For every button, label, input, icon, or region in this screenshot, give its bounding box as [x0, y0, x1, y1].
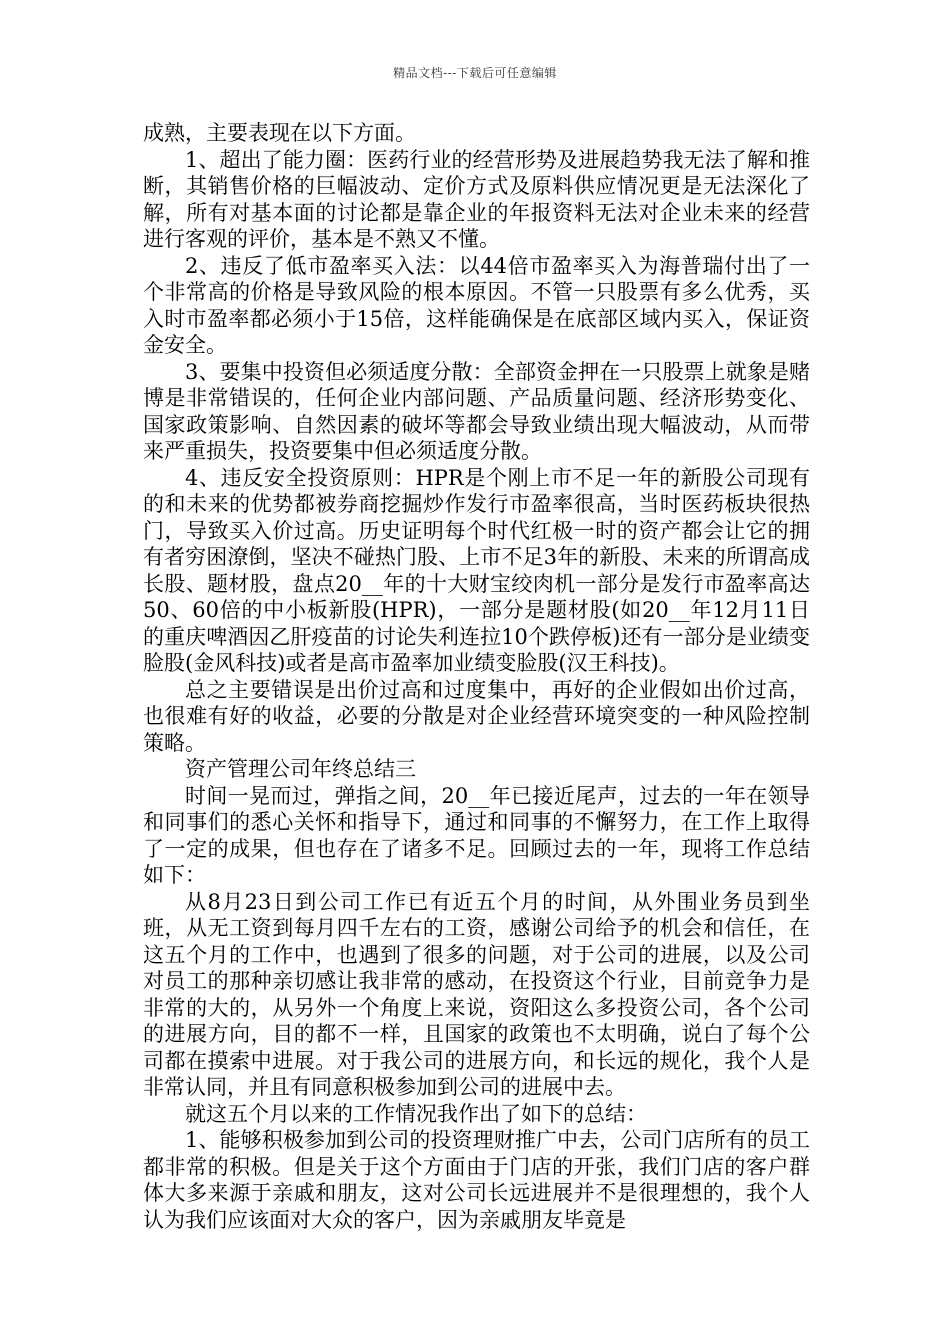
paragraph-work-history: 从8月23日到公司工作已有近五个月的时间，从外围业务员到坐班，从无工资到每月四千左右的工资，感谢公司给予的机会和信任，在这五个月的工作中，也遇到了很多的问题，对于公司的进展，以及公司对员工的那种亲切感让我非常的感动，在投资这个行业，目前竞争力是非常的大的，从另外一个角度上来说，资阳这么多投资公司，各个公司的进展方向，目的都不一样，且国家的政策也不太明确，说白了每个公司都在摸索中进展。对于我公司的进展方向，和长远的规化，我个人是非常认同，并且有同意积极参加到公司的进展中去。 — [143, 889, 810, 1099]
paragraph-point-4: 4、违反安全投资原则：HPR是个刚上市不足一年的新股公司现有的和未来的优势都被券商挖掘炒作发行市盈率很高，当时医药板块很热门，导致买入价过高。历史证明每个时代红极一时的资产都会让它的拥有者穷困潦倒，坚决不碰热门股、上市不足3年的新股、未来的所谓高成长股、题材股，盘点20__年的十大财宝绞肉机一部分是发行市盈率高达50、60倍的中小板新股(HPR)，一部分是题材股(如20__年12月11日的重庆啤酒因乙肝疫苗的讨论失利连拉10个跌停板)还有一部分是业绩变脸股(金风科技)或者是高市盈率加业绩变脸股(汉王科技)。 — [143, 465, 810, 675]
paragraph-point-2: 2、违反了低市盈率买入法：以44倍市盈率买入为海普瑞付出了一个非常高的价格是导致风险的根本原因。不管一只股票有多么优秀，买入时市盈率都必须小于15倍，这样能确保是在底部区域内买入，保证资金安全。 — [143, 253, 810, 357]
paragraph-section-intro: 时间一晃而过，弹指之间，20__年已接近尾声，过去的一年在领导和同事们的悉心关怀和指导下，通过和同事的不懈努力，在工作上取得了一定的成果，但也存在了诸多不足。回顾过去的一年，现将工作总结如下： — [143, 783, 810, 887]
paragraph-point-1: 1、超出了能力圈：医药行业的经营形势及进展趋势我无法了解和推断，其销售价格的巨幅波动、定价方式及原料供应情况更是无法深化了解，所有对基本面的讨论都是靠企业的年报资料无法对企业未来的经营进行客观的评价，基本是不熟又不懂。 — [143, 147, 810, 251]
document-body — [143, 120, 810, 1233]
paragraph-summary-point-1: 1、能够积极参加到公司的投资理财推广中去，公司门店所有的员工都非常的积极。但是关于这个方面由于门店的开张，我们门店的客户群体大多来源于亲戚和朋友，这对公司长远进展并不是很理想的，我个人认为我们应该面对大众的客户，因为亲戚朋友毕竟是 — [143, 1128, 810, 1232]
paragraph-conclusion: 总之主要错误是出价过高和过度集中，再好的企业假如出价过高，也很难有好的收益，必要的分散是对企业经营环境突变的一种风险控制策略。 — [143, 677, 810, 755]
paragraph-point-3: 3、要集中投资但必须适度分散：全部资金押在一只股票上就象是赌博是非常错误的，任何企业内部问题、产品质量问题、经济形势变化、国家政策影响、自然因素的破坏等都会导致业绩出现大幅波动，从而带来严重损失，投资要集中但必须适度分散。 — [143, 359, 810, 463]
paragraph-intro-end: 成熟，主要表现在以下方面。 — [143, 121, 416, 145]
section-title: 资产管理公司年终总结三 — [185, 757, 416, 781]
paragraph-summary-lead: 就这五个月以来的工作情况我作出了如下的总结： — [185, 1101, 647, 1126]
page-header: 精品文档---下载后可任意编辑 — [393, 66, 557, 80]
